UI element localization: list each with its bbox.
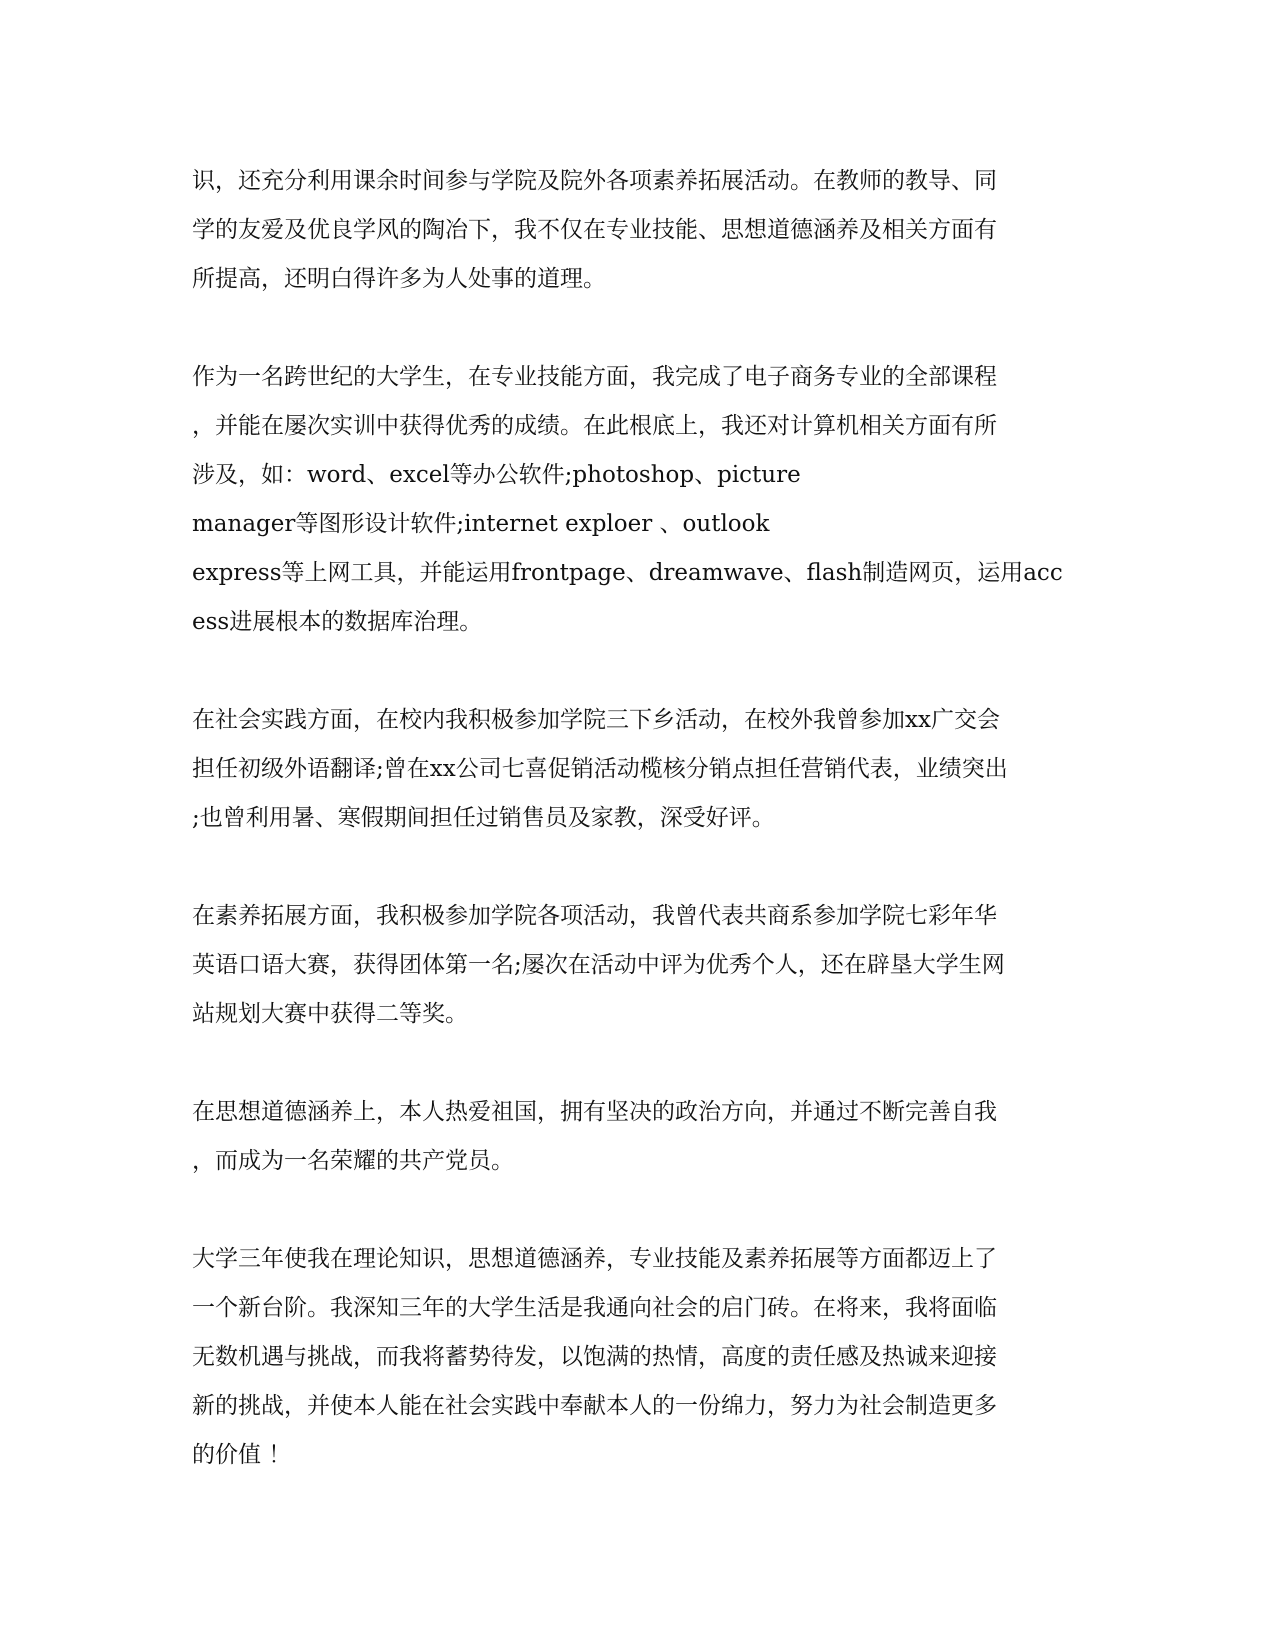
text-line: 学的友爱及优良学风的陶冶下，我不仅在专业技能、思想道德涵养及相关方面有 <box>192 217 997 243</box>
text-line: 涉及，如：word、excel等办公软件;photoshop、picture <box>192 462 801 488</box>
text-line: 站规划大赛中获得二等奖。 <box>192 1001 468 1027</box>
text-line: express等上网工具，并能运用frontpage、dreamwave、flash制造网页，运用acc <box>192 560 1063 586</box>
text-line: 新的挑战，并使本人能在社会实践中奉献本人的一份绵力，努力为社会制造更多 <box>192 1393 997 1419</box>
text-line: ，并能在屡次实训中获得优秀的成绩。在此根底上，我还对计算机相关方面有所 <box>192 413 997 439</box>
text-line: 的价值 ！ <box>192 1442 292 1468</box>
text-line: 在素养拓展方面，我积极参加学院各项活动，我曾代表共商系参加学院七彩年华 <box>192 903 997 929</box>
text-line: 在思想道德涵养上，本人热爱祖国，拥有坚决的政治方向，并通过不断完善自我 <box>192 1099 997 1125</box>
text-line: ess进展根本的数据库治理。 <box>192 609 483 635</box>
text-line: 大学三年使我在理论知识，思想道德涵养，专业技能及素养拓展等方面都迈上了 <box>192 1246 997 1272</box>
paragraph-social-practice <box>192 696 1092 843</box>
text-line: ，而成为一名荣耀的共产党员。 <box>192 1148 514 1174</box>
text-line: manager等图形设计软件;internet exploer 、outlook <box>192 511 770 537</box>
text-line: ;也曾利用暑、寒假期间担任过销售员及家教，深受好评。 <box>192 805 775 831</box>
text-line: 识，还充分利用课余时间参与学院及院外各项素养拓展活动。在教师的教导、同 <box>192 168 997 194</box>
text-line: 作为一名跨世纪的大学生，在专业技能方面，我完成了电子商务专业的全部课程 <box>192 364 997 390</box>
paragraph-conclusion <box>192 1235 1092 1480</box>
paragraph-study <box>192 157 1092 304</box>
text-line: 无数机遇与挑战，而我将蓄势待发，以饱满的热情，高度的责任感及热诚来迎接 <box>192 1344 997 1370</box>
text-line: 所提高，还明白得许多为人处事的道理。 <box>192 266 606 292</box>
text-line: 英语口语大赛，获得团体第一名;屡次在活动中评为优秀个人，还在辟垦大学生网 <box>192 952 1005 978</box>
text-line: 一个新台阶。我深知三年的大学生活是我通向社会的启门砖。在将来，我将面临 <box>192 1295 997 1321</box>
paragraph-moral-cultivation <box>192 1088 1092 1186</box>
paragraph-quality-development <box>192 892 1092 1039</box>
text-line: 担任初级外语翻译;曾在xx公司七喜促销活动榄核分销点担任营销代表，业绩突出 <box>192 756 1008 782</box>
paragraph-professional-skills <box>192 353 1092 647</box>
document-body <box>192 157 1092 1529</box>
text-line: 在社会实践方面，在校内我积极参加学院三下乡活动，在校外我曾参加xx广交会 <box>192 707 1000 733</box>
